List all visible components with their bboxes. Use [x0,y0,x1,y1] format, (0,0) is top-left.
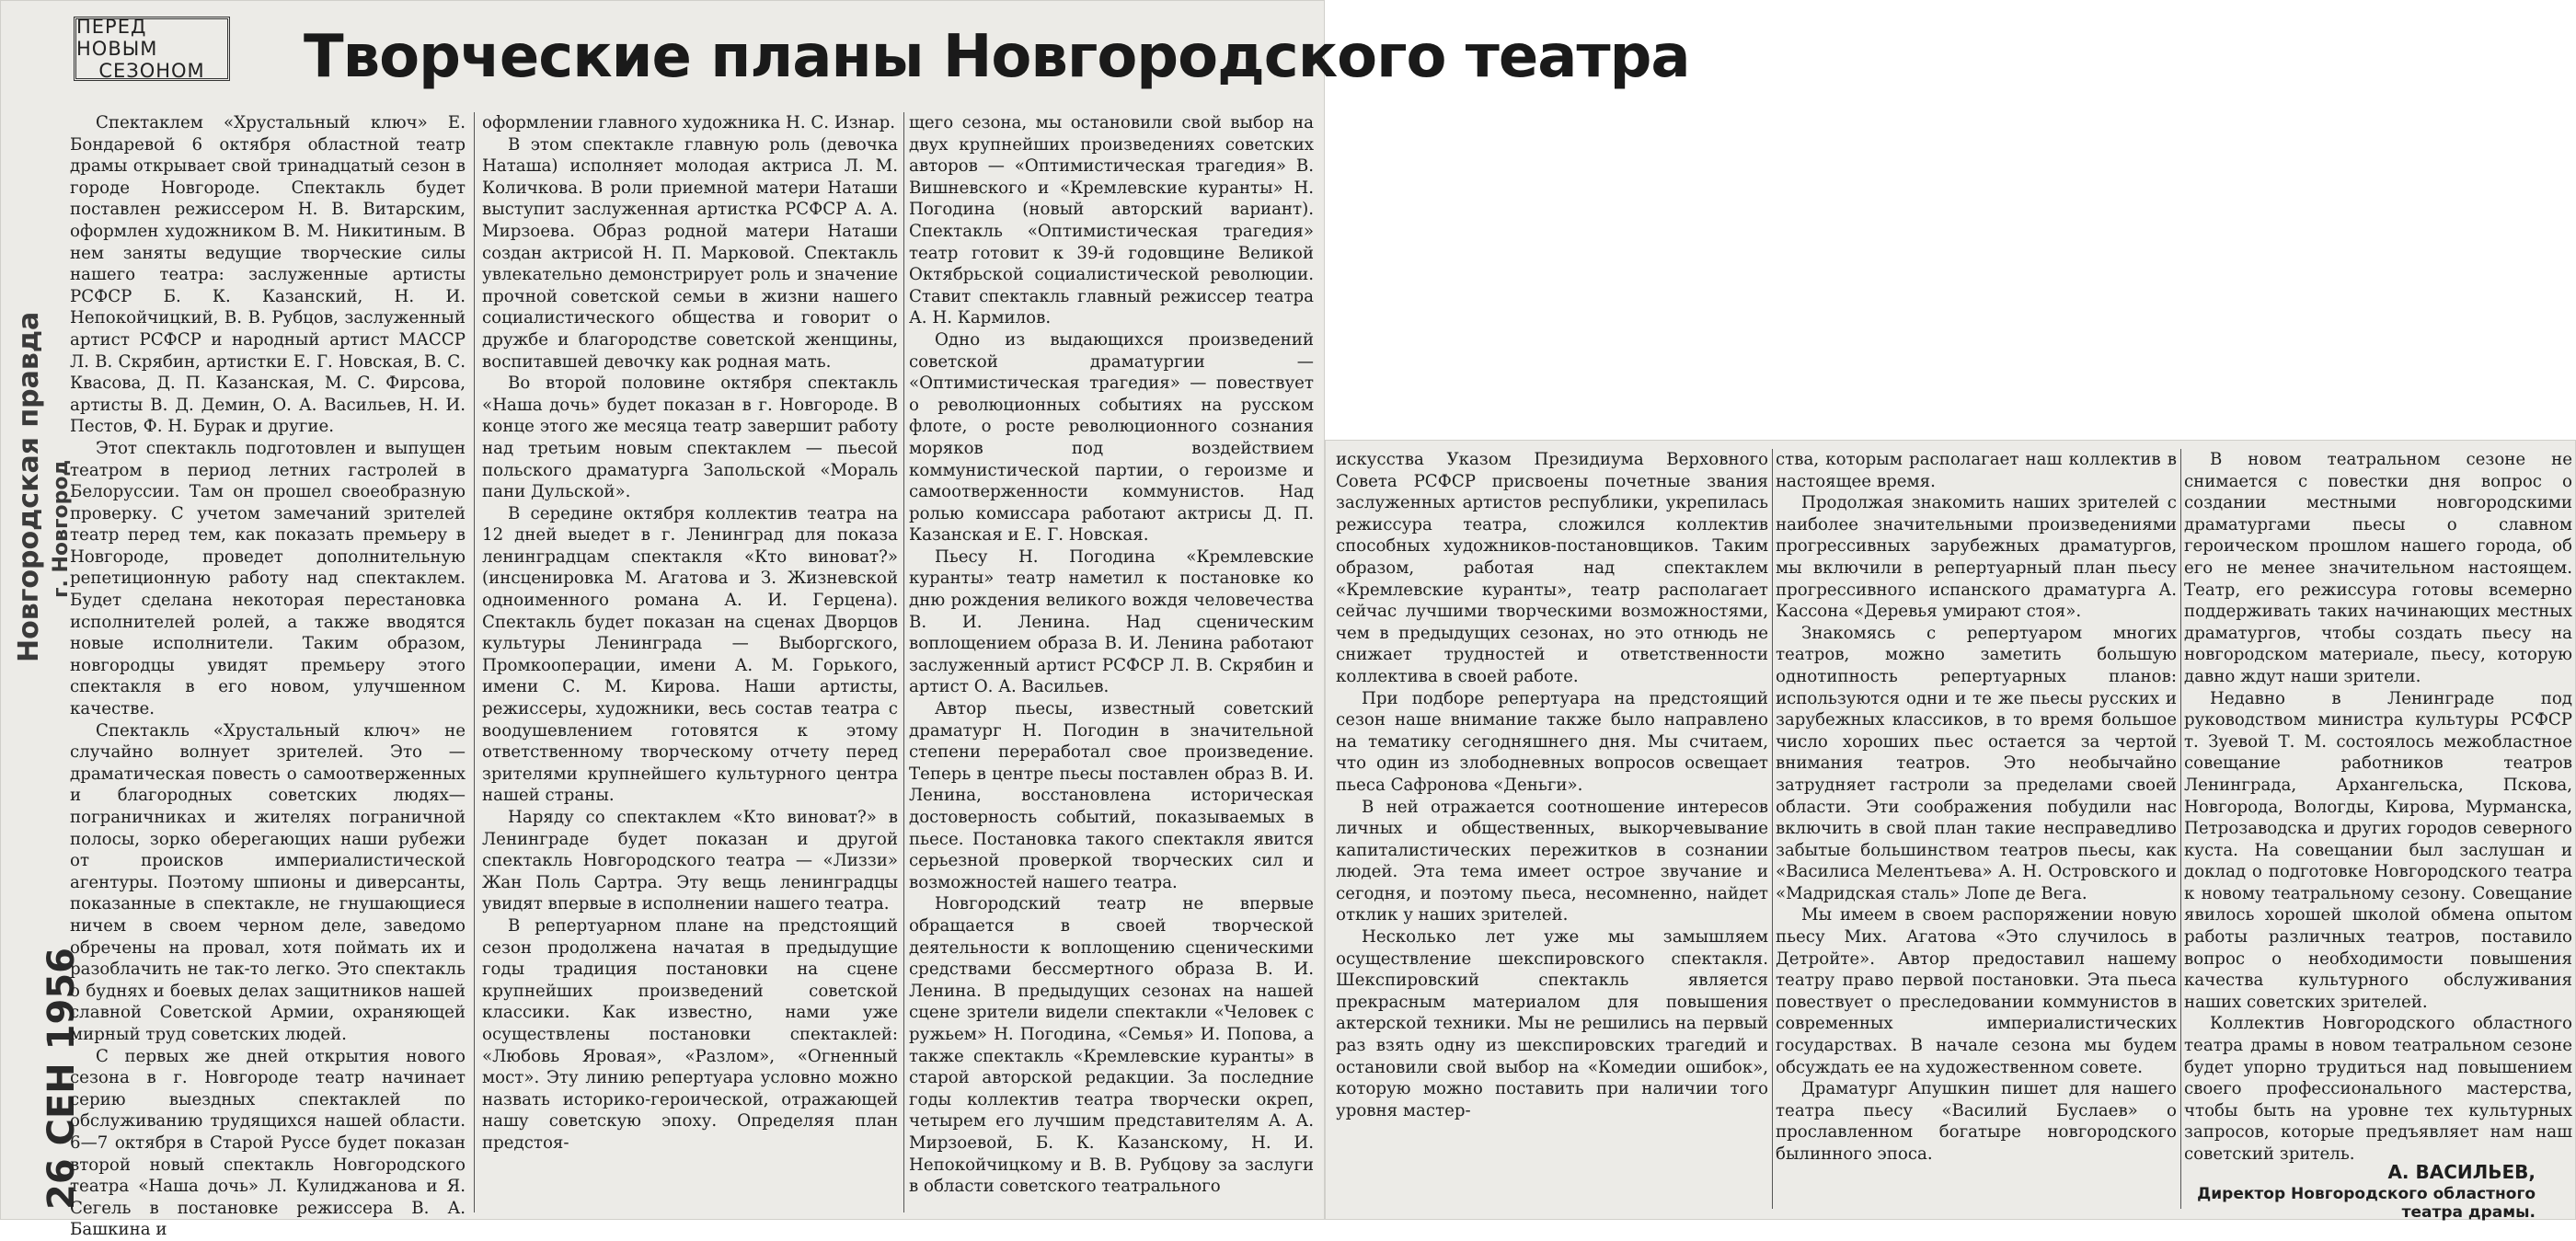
city-stamp: г. Новгород [50,459,73,598]
column-divider [903,112,904,1212]
paragraph: Автор пьесы, известный советский драматург Н. Погодин в значительной степени переработал свое произведение. Теперь в центре пьесы поставлен образ В. И. Ленина, восстановлена историческая достоверность событий, показываемых в пьесе. Постановка такого спектакля явится серьезной проверкой творческих сил и возможностей нашего театра. [909,699,1314,892]
paragraph: Спектаклем «Хрустальный ключ» Е. Бондаревой 6 октября областной театр драмы открывает свой тринадцатый сезон в городе Новгороде. Спектакль будет поставлен режиссером Н. В. Витарским, оформлен художником В. М. Никитиным. В нем заняты ведущие творческие силы нашего театра: заслуженные артисты РСФСР Б. К. Казанский, Н. И. Непокойчицкий, В. В. Рубцов, заслуженный артист РСФСР и народный артист МАССР Л. В. Скрябин, артистки Е. Г. Новская, В. С. Квасова, Д. П. Казанская, М. С. Фирсова, артисты В. Д. Демин, О. А. Васильев, Н. И. Пестов, Ф. Н. Бурак и другие. [70,113,466,437]
article-column-1 [70,112,466,1240]
paragraph: Во второй половине октября спектакль «Наша дочь» будет показан в г. Новгороде. В конце этого же месяца театр завершит работу над третьим новым спектаклем — пьесой польского драматурга Запольской «Мораль пани Дульской». [482,373,898,502]
kicker-line-1: ПЕРЕД НОВЫМ [76,16,158,60]
paragraph: Одно из выдающихся произведений советской драматургии — «Оптимистическая трагедия» — повествует о революционных событиях на русском флоте, о росте революционного сознания моряков под воздействием коммунистической партии, о героизме и самоотверженности коммунистов. Над ролью комиссара работают актрисы Д. П. Казанская и Е. Г. Новская. [909,329,1314,546]
paragraph: Новгородский театр не впервые обращается в своей творческой деятельности к воплощению сценическими средствами бессмертного образа В. И. Ленина. В предыдущих сезонах на нашей сцене зрители видели спектакли «Человек с ружьем» Н. Погодина, «Семья» И. Попова, а также спектакль «Кремлевские куранты» в старой авторской редакции. За последние годы коллектив театра творчески окреп, четырем его лучшим представителям А. А. Мирзоевой, Б. К. Казанскому, Н. И. Непокойчицкому и В. В. Рубцову за заслуги в области советского театрального [909,894,1314,1197]
paragraph: Спектакль «Хрустальный ключ» не случайно волнует зрителей. Это — драматическая повесть о самоотверженных и благородных советских людях—пограничниках и жителях пограничной полосы, зорко оберегающих наши рубежи от происков империалистической агентуры. Поэтому шпионы и диверсанты, показанные в спектакле, не гнушающиеся ничем в своем черном деле, заведомо обречены на провал, хотя поймать их и разоблачить не так-то легко. Это спектакль о буднях и боевых делах защитников нашей славной Советской Армии, охраняющей мирный труд советских людей. [70,720,466,1044]
paragraph: При подборе репертуара на предстоящий сезон наше внимание также было направлено на тематику сегодняшнего дня. Мы считаем, что один из злободневных вопросов освещает пьеса Сафронова «Деньги». [1336,688,1768,795]
article-column-4 [1336,449,1768,1209]
author-role-line-2: театра драмы. [2401,1203,2536,1222]
paragraph: Несколько лет уже мы замышляем осуществление шекспировского спектакля. Шекспировский спектакль является прекрасным материалом для повышения актерской техники. Мы не решились на первый раз взять одну из шекспировских трагедий и остановили свой выбор на «Комедии ошибок», которую можно поставить при наличии того уровня мастер- [1336,927,1768,1120]
paragraph: щего сезона, мы остановили свой выбор на двух крупнейших произведениях советских авторов — «Оптимистическая трагедия» В. Вишневского и «Кремлевские куранты» Н. Погодина (новый авторский вариант). Спектакль «Оптимистическая трагедия» театр готовит к 39-й годовщине Великой Октябрьской социалистической революции. Ставит спектакль главный режиссер театра А. Н. Кармилов. [909,113,1314,328]
paragraph: В новом театральном сезоне не снимается с повестки дня вопрос о создании местными новгородскими драматургами пьесы о славном героическом прошлом нашего города, об его не менее значительном настоящем. Театр, его режиссура готовы всемерно поддерживать таких начинающих местных драматургов, чтобы создать пьесу на новгородском материале, пьесу, которую давно ждут наши зрители. [2184,450,2572,686]
paragraph: В середине октября коллектив театра на 12 дней выедет в г. Ленинград для показа ленинградцам спектакля «Кто виноват?» (инсценировка М. Агатова и З. Жизневской одноименного романа А. И. Герцена). Спектакль будет показан на сценах Дворцов культуры Ленинграда — Выборгского, Промкооперации, имени А. М. Горького, имени С. М. Кирова. Наши артисты, режиссеры, художники, весь состав театра с воодушевлением готовятся к этому ответственному творческому отчету перед зрителями крупнейшего культурного центра нашей страны. [482,503,898,806]
paragraph: Недавно в Ленинграде под руководством министра культуры РСФСР т. Зуевой Т. М. состоялось межобластное совещание работников театров Ленинграда, Архангельска, Пскова, Новгорода, Вологды, Кирова, Мурманска, Петрозаводска и других городов северного куста. На совещании был заслушан и доклад о подготовке Новгородского театра к новому театральному сезону. Совещание явилось хорошей школой обмена опытом работы различных театров, поставило вопрос о необходимости повышения качества культурного обслуживания наших советских зрителей. [2184,688,2572,1012]
paragraph: Драматург Апушкин пишет для нашего театра пьесу «Василий Буслаев» о прославленном богатыре новгородского былинного эпоса. [1776,1079,2177,1164]
paragraph: Наряду со спектаклем «Кто виноват?» в Ленинграде будет показан и другой спектакль Новгородского театра — «Лиззи» Жан Поль Сартра. Эту вещь ленинградцы увидят впервые в исполнении нашего театра. [482,808,898,914]
paragraph: Коллектив Новгородского областного театра драмы в новом театральном сезоне будет упорно трудиться над повышением своего профессионального мастерства, чтобы быть на уровне тех культурных запросов, которые предъявляет нам наш советский зритель. [2184,1014,2572,1164]
author-signature: А. ВАСИЛЬЕВ, [2387,1161,2536,1183]
article-column-5 [1776,449,2177,1209]
author-role-line-1: Директор Новгородского областного [2197,1185,2536,1203]
kicker-line-2: СЕЗОНОМ [98,60,205,82]
column-divider [1772,449,1773,1209]
paragraph: Этот спектакль подготовлен и выпущен театром в период летних гастролей в Белоруссии. Там он прошел своеобразную проверку. С учетом замечаний зрителей театр перед тем, как показать премьеру в Новгороде, проведет дополнительную репетиционную работу над спектаклем. Будет сделана некоторая перестановка исполнителей ролей, а также вводятся новые исполнители. Таким образом, новгородцы увидят премьеру этого спектакля в его новом, улучшенном качестве. [70,438,466,719]
paragraph: Пьесу Н. Погодина «Кремлевские куранты» театр наметил к постановке ко дню рождения великого вождя человечества В. И. Ленина. Над сценическим воплощением образа В. И. Ленина работают заслуженный артист РСФСР Л. В. Скрябин и артист О. А. Васильев. [909,546,1314,697]
article-column-2 [482,112,898,1212]
section-kicker [74,17,230,81]
paragraph: В этом спектакле главную роль (девочка Наташа) исполняет молодая актриса Л. М. Количкова. В роли приемной матери Наташи выступит заслуженная артистка РСФСР А. А. Мирзоева. Образ родной матери Наташи создан актрисой Н. П. Марковой. Спектакль увлекательно демонстрирует роль и значение прочной советской семьи в жизни нашего социалистического общества и говорит о дружбе и благородстве советской женщины, воспитавшей девочку как родная мать. [482,134,898,372]
paragraph: В ней отражается соотношение интересов личных и общественных, выкорчевывание капиталистических пережитков в сознании людей. Эта тема имеет острое звучание и сегодня, и поэтому пьеса, несомненно, найдет отклик у наших зрителей. [1336,797,1768,925]
paragraph: В репертуарном плане на предстоящий сезон продолжена начатая в предыдущие годы традиция постановки на сцене крупнейших произведений советской классики. Как известно, нами уже осуществлены постановки спектаклей: «Любовь Яровая», «Разлом», «Огненный мост». Эту линию репертуара условно можно назвать историко-героической, отражающей нашу советскую эпоху. Определяя план предстоя- [482,915,898,1153]
paragraph: Продолжая знакомить наших зрителей с наиболее значительными произведениями прогрессивных зарубежных драматургов, мы включили в репертуарный план пьесу прогрессивного испанского драматурга А. Кассона «Деревья умирают стоя». [1776,493,2177,622]
article-headline: Творческие планы Новгородского театра [304,23,1690,91]
paragraph: С первых же дней открытия нового сезона в г. Новгороде театр начинает серию выездных спектаклей по обслуживанию трудящихся нашей области. 6—7 октября в Старой Руссе будет показан второй новый спектакль Новгородского театра «Наша дочь» Л. Кулиджанова и Я. Сегель в постановке режиссера В. А. Башкина и [70,1046,466,1240]
paragraph: искусства Указом Президиума Верховного Совета РСФСР присвоены почетные звания заслуженных артистов республики, укрепилась режиссура театра, сложился коллектив способных художников-постановщиков. Таким образом, работая над спектаклем «Кремлевские куранты», театр располагает сейчас лучшими творческими возможностями, чем в предыдущих сезонах, но это отнюдь не снижает трудностей и ответственности коллектива в своей работе. [1336,450,1768,686]
newspaper-stamp: Новгородская правда [13,311,45,662]
paragraph: Мы имеем в своем распоряжении новую пьесу Мих. Агатова «Это случилось в Детройте». Автор предоставил нашему театру право первой постановки. Эта пьеса повествует о преследовании коммунистов в современных империалистических государствах. В начале сезона мы будем обсуждать ее на художественном совете. [1776,905,2177,1077]
paragraph: оформлении главного художника Н. С. Изнар. [482,113,896,132]
article-column-6 [2184,449,2572,1164]
column-divider [2180,449,2181,1209]
clipping-right-sheet [1325,440,2576,1220]
date-stamp: 26 СЕН 1956 [40,948,83,1210]
paragraph: ства, которым располагает наш коллектив в настоящее время. [1776,450,2177,491]
column-divider [474,112,475,1212]
article-column-3 [909,112,1314,1212]
author-role [2168,1185,2536,1222]
paragraph: Знакомясь с репертуаром многих театров, можно заметить большую однотипность репертуарных планов: используются одни и те же пьесы русских и зарубежных классиков, в то время большое число хороших пьес остается за чертой внимания театров. Это необычайно затрудняет гастроли за пределами своей области. Эти соображения побудили нас включить в свой план такие несправедливо забытые большинством театров пьесы, как «Василиса Мелентьева» А. Н. Островского и «Мадридская сталь» Лопе де Вега. [1776,623,2177,903]
